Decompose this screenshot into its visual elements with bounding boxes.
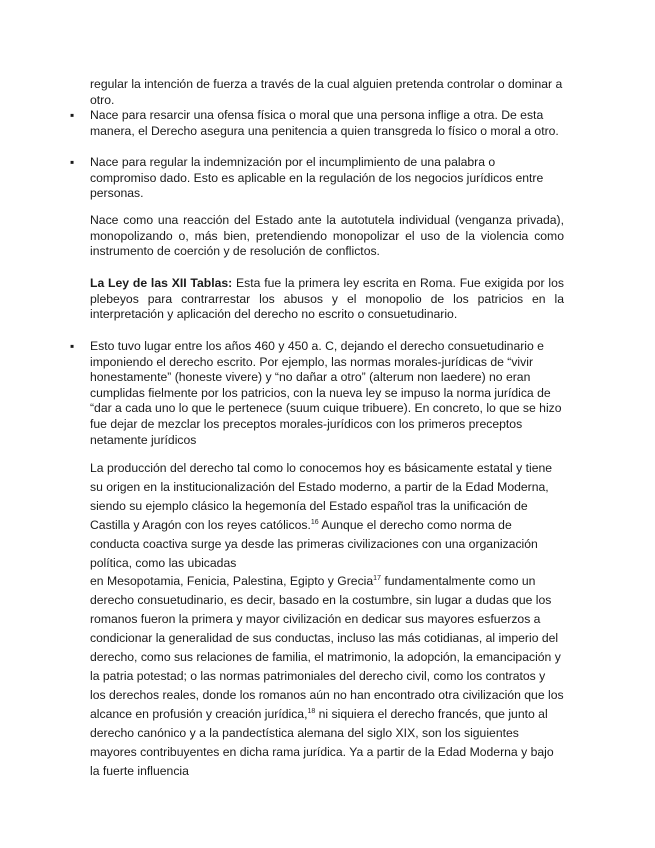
produccion-text-5: ni siquiera el derecho francés, que junto al derecho canónico y a la pandectística alemana del siglo XIX, son los siguientes mayores contribuyentes en dicha rama jurídica. Ya a partir de la Edad Moderna y bajo la fuerte influencia [90,706,554,778]
footnote-ref-18: 18 [307,707,316,715]
bullet-ley-xii: Esto tuvo lugar entre los años 460 y 450 a. C, dejando el derecho consuetudinario e imponiendo el derecho escrito. Por ejemplo, las normas morales-jurídicas de “vivir honestamente” (honeste vivere) y “no dañar a otro” (alterum non laedere) no eran cumplidas fielmente por los patricios, con la nueva ley se impuso la norma jurídica de “dar a cada uno lo que le pertenece (suum cuique tribuere). En concreto, lo que se hizo fue dejar de mezclar los preceptos morales-jurídicos con los primeros preceptos netamente jurídicos [90,339,562,447]
produccion-text-1: La producción del derecho tal como lo conocemos hoy es básicamente estatal y tiene su origen en la institucionalización del Estado moderno, a partir de la Edad Moderna, siendo su ejemplo clásico la hegemonía del Estado español tras la unificación de Castilla y Aragón con los reyes católicos. [90,461,553,532]
bullet-ofensa: Nace para resarcir una ofensa física o moral que una persona inflige a otra. De esta manera, el Derecho asegura una penitencia a quien transgreda lo físico o moral a otro. [90,108,559,138]
bullet-marker: ▪ [70,339,75,353]
bullet-marker: ▪ [70,155,75,169]
paragraph-estado: Nace como una reacción del Estado ante la autotutela individual (venganza privada), monopolizando o, más bien, pretendiendo monopolizar el uso de la violencia como instrumento de coerción y de resolución de conflictos. [90,213,564,259]
produccion-text-4: fundamentalmente como un derecho consuetudinario, es decir, basado en la costumbre, sin lugar a dudas que los romanos fueron la primera y mayor civilización en dedicar sus mayores esfuerzos a condicionar la generalidad de sus conductas, incluso las más cotidianas, al imperio del derecho, como sus relaciones de familia, el matrimonio, la adopción, la emancipación y la patria potestad; o las normas patrimoniales del derecho civil, como los contratos y los derechos reales, donde los romanos aún no han encontrado otra civilización que los alcance en profusión y creación jurídica, [90,574,564,721]
produccion-text-3: en Mesopotamia, Fenicia, Palestina, Egipto y Grecia [90,574,374,589]
produccion-text-2: Aunque el derecho como norma de conducta coactiva surge ya desde las primeras civilizaciones con una organización política, como las ubicadas [90,517,538,570]
footnote-ref-17: 17 [373,575,381,583]
footnote-ref-16: 16 [310,518,319,526]
bullet-marker: ▪ [70,108,75,122]
bullet-indemnizacion: Nace para regular la indemnización por el incumplimiento de una palabra o compromiso dado. Esto es aplicable en la regulación de los negocios jurídicos entre personas. [90,155,544,201]
paragraph-produccion [90,459,564,780]
ley-xii-heading: La Ley de las XII Tablas: [90,276,233,290]
paragraph-ley-xii [90,276,564,323]
intro-continuation: regular la intención de fuerza a través de la cual alguien pretenda controlar o dominar a otro. [90,77,563,107]
ley-xii-text: Esta fue la primera ley escrita en Roma. Fue exigida por los plebeyos para contrarrestar los abusos y el monopolio de los patricios en la interpretación y aplicación del derecho no escrito o consuetudinario. [90,276,565,322]
